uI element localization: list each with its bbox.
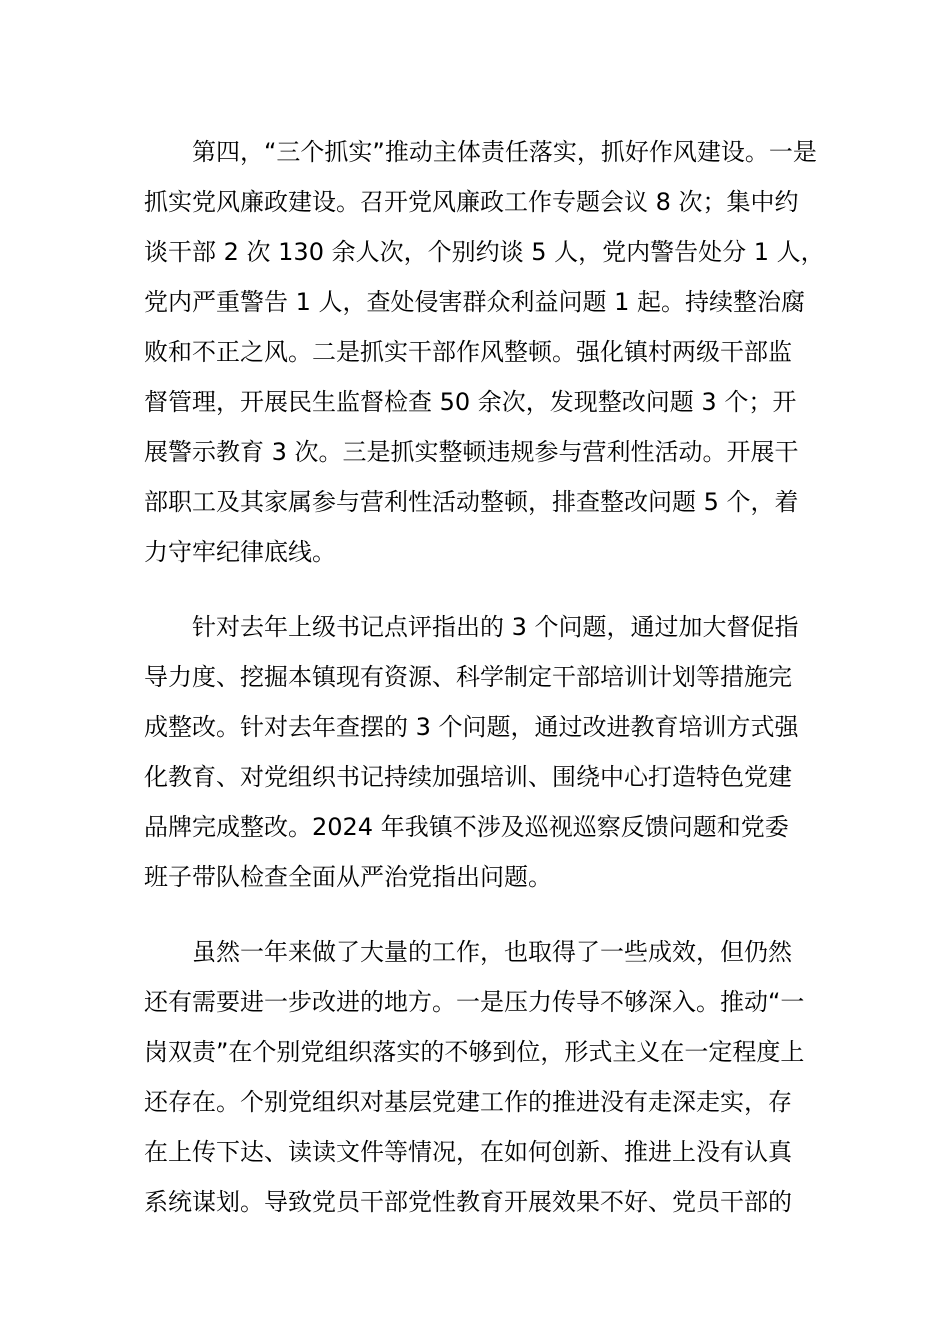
text-line: 谈干部 2 次 130 余人次，个别约谈 5 人，党内警告处分 1 人， — [144, 238, 825, 266]
paragraph-work-style — [144, 127, 825, 577]
text-line: 第四，“三个抓实”推动主体责任落实，抓好作风建设。一是 — [192, 138, 817, 166]
text-line: 系统谋划。导致党员干部党性教育开展效果不好、党员干部的 — [144, 1188, 792, 1216]
document-body — [144, 127, 825, 1252]
text-line: 展警示教育 3 次。三是抓实整顿违规参与营利性活动。开展干 — [144, 438, 799, 466]
text-line: 败和不正之风。二是抓实干部作风整顿。强化镇村两级干部监 — [144, 338, 792, 366]
paragraph-shortcomings — [144, 927, 804, 1227]
text-line: 还存在。个别党组织对基层党建工作的推进没有走深走实，存 — [144, 1088, 792, 1116]
paragraph-rectification — [144, 602, 804, 902]
text-line: 督管理，开展民生监督检查 50 余次，发现整改问题 3 个；开 — [144, 388, 797, 416]
text-line: 成整改。针对去年查摆的 3 个问题，通过改进教育培训方式强 — [144, 713, 799, 741]
text-line: 岗双责”在个别党组织落实的不够到位，形式主义在一定程度上 — [144, 1038, 805, 1066]
text-line: 部职工及其家属参与营利性活动整顿，排查整改问题 5 个，着 — [144, 488, 799, 516]
text-line: 针对去年上级书记点评指出的 3 个问题，通过加大督促指 — [192, 613, 799, 641]
text-line: 在上传下达、读读文件等情况，在如何创新、推进上没有认真 — [144, 1138, 792, 1166]
text-line: 虽然一年来做了大量的工作，也取得了一些成效，但仍然 — [192, 938, 792, 966]
text-line: 党内严重警告 1 人，查处侵害群众利益问题 1 起。持续整治腐 — [144, 288, 806, 316]
text-line: 化教育、对党组织书记持续加强培训、围绕中心打造特色党建 — [144, 763, 792, 791]
text-line: 抓实党风廉政建设。召开党风廉政工作专题会议 8 次；集中约 — [144, 188, 799, 216]
text-line: 导力度、挖掘本镇现有资源、科学制定干部培训计划等措施完 — [144, 663, 792, 691]
text-line: 班子带队检查全面从严治党指出问题。 — [144, 863, 552, 891]
text-line: 力守牢纪律底线。 — [144, 538, 336, 566]
text-line: 品牌完成整改。2024 年我镇不涉及巡视巡察反馈问题和党委 — [144, 813, 789, 841]
text-line: 还有需要进一步改进的地方。一是压力传导不够深入。推动“一 — [144, 988, 805, 1016]
